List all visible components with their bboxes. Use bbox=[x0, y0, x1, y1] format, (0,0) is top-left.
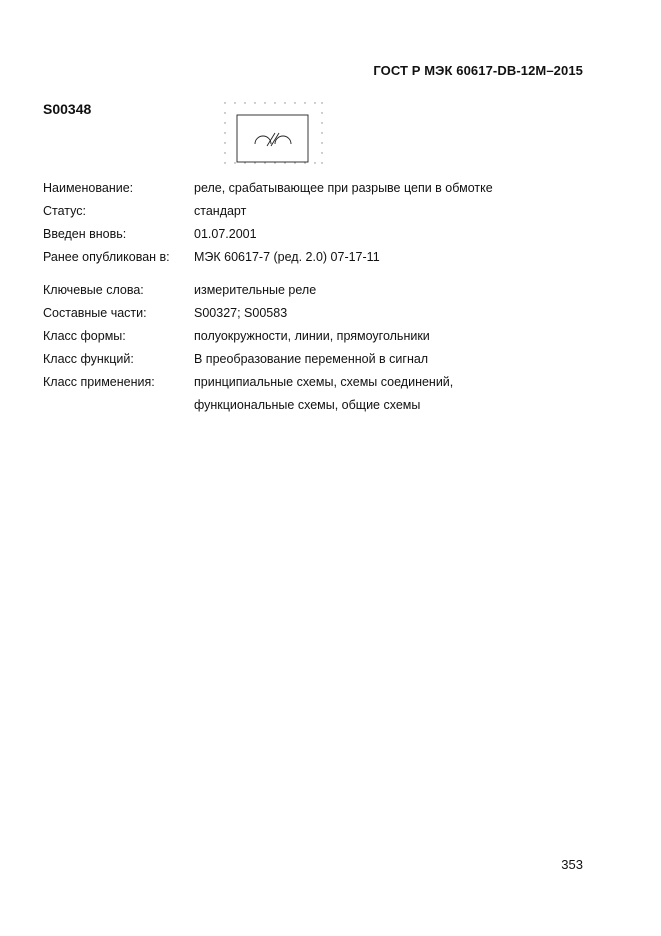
symbol-properties bbox=[43, 180, 603, 420]
field-label: Класс формы: bbox=[43, 329, 126, 343]
field-value: 01.07.2001 bbox=[194, 227, 257, 241]
page-number: 353 bbox=[561, 857, 583, 872]
field-label: Ключевые слова: bbox=[43, 283, 144, 297]
field-label: Введен вновь: bbox=[43, 227, 127, 241]
field-keywords bbox=[43, 282, 603, 305]
field-value: принципиальные схемы, схемы соединений, функциональные схемы, общие схемы bbox=[194, 375, 454, 412]
field-introduced bbox=[43, 226, 603, 249]
field-components bbox=[43, 305, 603, 328]
field-label: Ранее опубликован в: bbox=[43, 250, 170, 264]
field-label: Класс применения: bbox=[43, 375, 155, 389]
field-value: S00327; S00583 bbox=[194, 306, 288, 320]
symbol-rectangle bbox=[237, 115, 308, 162]
field-value: В преобразование переменной в сигнал bbox=[194, 352, 429, 366]
relay-open-circuit-symbol-icon bbox=[224, 102, 324, 164]
field-value: МЭК 60617-7 (ред. 2.0) 07-17-11 bbox=[194, 250, 380, 264]
field-value: полуокружности, линии, прямоугольники bbox=[194, 329, 430, 343]
field-label: Статус: bbox=[43, 204, 86, 218]
field-label: Составные части: bbox=[43, 306, 147, 320]
field-name bbox=[43, 180, 603, 203]
field-shape-class bbox=[43, 328, 603, 351]
field-function-class bbox=[43, 351, 603, 374]
field-application-class bbox=[43, 374, 603, 420]
field-previously-published bbox=[43, 249, 603, 272]
field-value: реле, срабатывающее при разрыве цепи в обмотке bbox=[194, 181, 493, 195]
field-label: Наименование: bbox=[43, 181, 134, 195]
field-status bbox=[43, 203, 603, 226]
field-value: стандарт bbox=[194, 204, 247, 218]
field-label: Класс функций: bbox=[43, 352, 134, 366]
field-value: измерительные реле bbox=[194, 283, 317, 297]
symbol-slash-lines bbox=[267, 133, 279, 146]
symbol-id: S00348 bbox=[43, 101, 92, 117]
standard-code-header: ГОСТ Р МЭК 60617-DB-12M–2015 bbox=[373, 63, 583, 78]
